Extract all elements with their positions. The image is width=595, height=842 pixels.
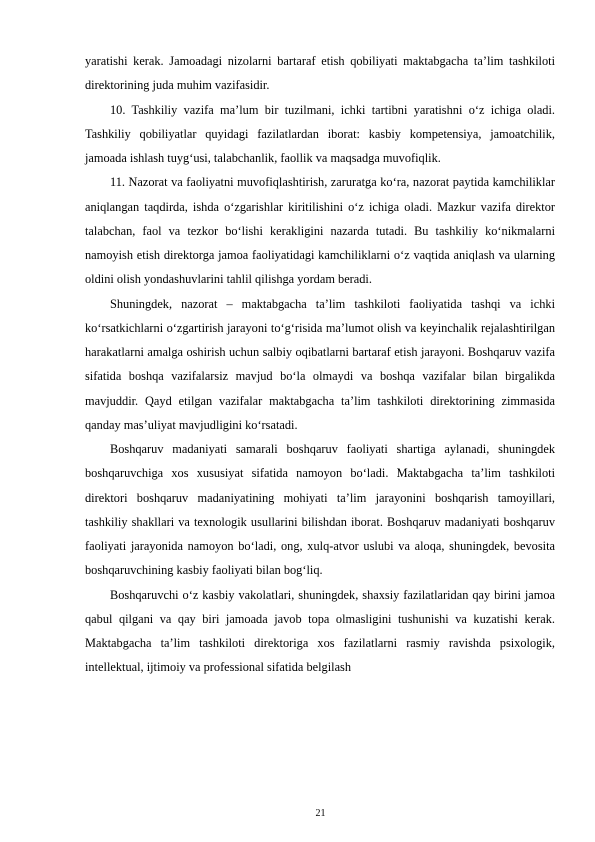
paragraph-control-coordination: 11. Nazorat va faoliyatni muvofiqlashtirish, zaruratga koʻra, nazorat paytida kamchiliklar aniqlangan taqdirda, ishda oʻzgarishlar kiritilishini oʻz ichiga oladi. Mazkur vazifa direktor talabchan, faol va tezkor boʻlishi kerakligini nazarda tutadi. Bu tashkiliy koʻnikmalarni namoyish etish direktorga jamoa faoliyatidagi kamchiliklarni oʻz vaqtida aniqlash va ularning oldini olish yondashuvlarini tahlil qilishga yordam beradi. bbox=[85, 175, 555, 287]
paragraph-management-culture: Boshqaruv madaniyati samarali boshqaruv faoliyati shartiga aylanadi, shuningdek boshqaruvchiga xos xususiyat sifatida namoyon boʻladi. Maktabgacha taʼlim tashkiloti direktori boshqaruv madaniyatining mohiyati taʼlim jarayonini boshqarish tamoyillari, tashkiliy shakllari va texnologik usullarini bilishdan iborat. Boshqaruv madaniyati boshqaruv faoliyati jarayonida namoyon boʻladi, ong, xulq-atvor uslubi va aloqa, shuningdek, bevosita boshqaruvchining kasbiy faoliyati bilan bogʻliq. bbox=[85, 442, 555, 578]
paragraph-organizational-function: 10. Tashkiliy vazifa maʼlum bir tuzilmani, ichki tartibni yaratishni oʻz ichiga oladi. Tashkiliy qobiliyatlar quyidagi fazilatlardan iborat: kasbiy kompetensiya, jamoatchilik, jamoada ishlash tuygʻusi, talabchanlik, faollik va maqsadga muvofiqlik. bbox=[85, 102, 555, 165]
page-body bbox=[85, 49, 555, 680]
paragraph-control-definition: Shuningdek, nazorat – maktabgacha taʼlim tashkiloti faoliyatida tashqi va ichki koʻrsatkichlarni oʻzgartirish jarayoni toʻgʻrisida maʼlumot olish va keyinchalik rejalashtirilgan harakatlarni amalga oshirish uchun salbiy oqibatlarni bartaraf etish jarayoni. Boshqaruv vazifa sifatida boshqa vazifalarsiz mavjud boʻla olmaydi va boshqa vazifalar bilan birgalikda mavjuddir. Qayd etilgan vazifalar maktabgacha taʼlim tashkiloti direktorining zimmasida qanday masʼuliyat mavjudligini koʻrsatadi. bbox=[85, 296, 555, 432]
paragraph-continuation: yaratishi kerak. Jamoadagi nizolarni bartaraf etish qobiliyati maktabgacha taʼlim tashkiloti direktorining juda muhim vazifasidir. bbox=[85, 54, 555, 93]
paragraph-manager-competencies: Boshqaruvchi oʻz kasbiy vakolatlari, shuningdek, shaxsiy fazilatlaridan qay birini jamoa qabul qilgani va qay biri jamoada javob topa olmasligini tushunishi va kuzatishi kerak. Maktabgacha taʼlim tashkiloti direktoriga xos fazilatlarni rasmiy ravishda psixologik, intellektual, ijtimoiy va professional sifatida belgilash bbox=[85, 587, 555, 675]
page-number: 21 bbox=[315, 808, 326, 819]
